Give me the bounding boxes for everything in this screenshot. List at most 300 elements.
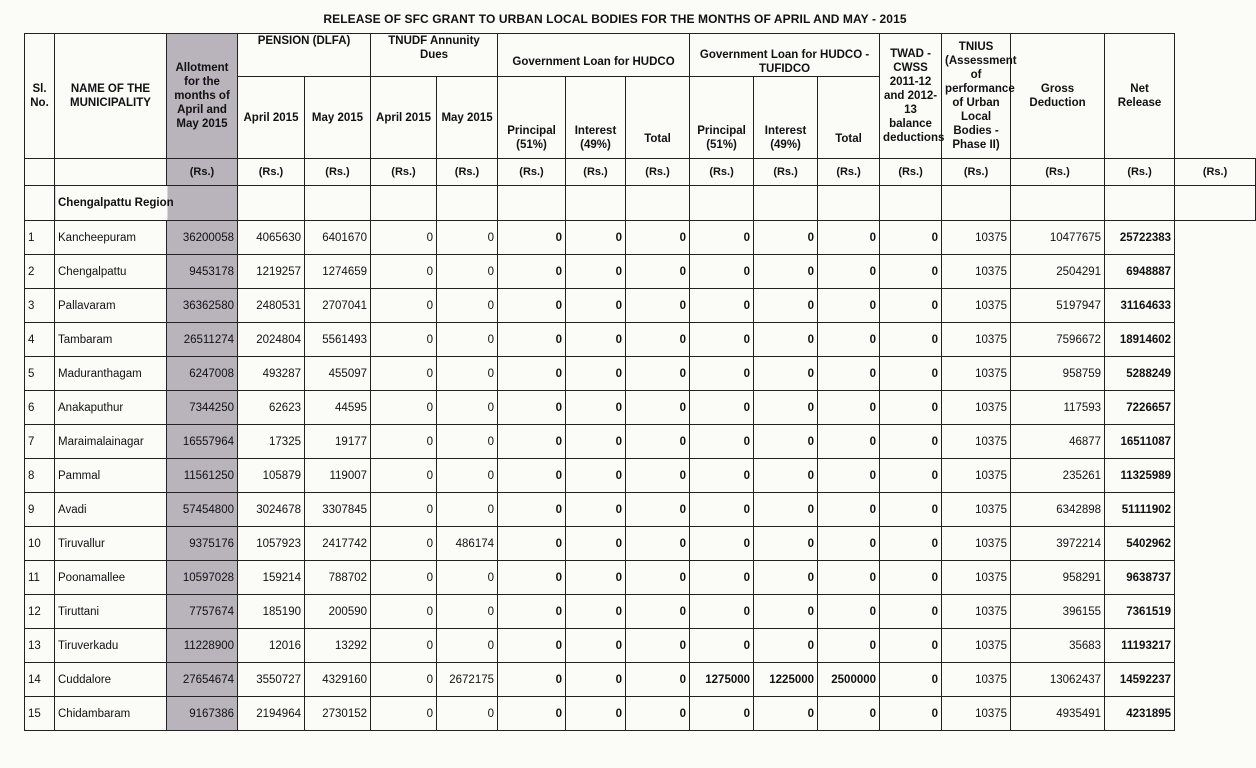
twad-cell: 0 xyxy=(880,527,942,561)
net-release-cell: 11193217 xyxy=(1105,629,1175,663)
pension-april-cell: 62623 xyxy=(238,391,305,425)
hudco-principal-cell: 0 xyxy=(498,323,566,357)
net-release-cell: 5288249 xyxy=(1105,357,1175,391)
sl-no-cell: 3 xyxy=(25,289,55,323)
tufidco-interest-cell: 0 xyxy=(754,425,818,459)
hudco-total-cell: 0 xyxy=(626,357,690,391)
hudco-total-cell: 0 xyxy=(626,629,690,663)
tufidco-interest-cell: 0 xyxy=(754,323,818,357)
pension-april-cell: 1057923 xyxy=(238,527,305,561)
hudco-interest-cell: 0 xyxy=(566,357,626,391)
tufidco-total-cell: 0 xyxy=(818,357,880,391)
tnudf-april-cell: 0 xyxy=(371,323,437,357)
header-net-release: Net Release xyxy=(1105,34,1175,159)
hudco-interest-cell: 0 xyxy=(566,561,626,595)
net-release-cell: 4231895 xyxy=(1105,697,1175,731)
tufidco-principal-cell: 0 xyxy=(690,323,754,357)
pension-may-cell: 6401670 xyxy=(305,221,371,255)
tnius-cell: 10375 xyxy=(942,561,1011,595)
twad-cell: 0 xyxy=(880,357,942,391)
hudco-total-cell: 0 xyxy=(626,493,690,527)
tnudf-may-cell: 0 xyxy=(437,697,498,731)
region-cell xyxy=(1175,186,1256,221)
hudco-total-cell: 0 xyxy=(626,391,690,425)
hudco-principal-cell: 0 xyxy=(498,221,566,255)
tnudf-may-cell: 0 xyxy=(437,221,498,255)
pension-april-cell: 105879 xyxy=(238,459,305,493)
table-row xyxy=(25,493,1256,527)
unit-cell: (Rs.) xyxy=(754,159,818,186)
pension-april-cell: 2194964 xyxy=(238,697,305,731)
table-row xyxy=(25,595,1256,629)
sl-no-cell: 4 xyxy=(25,323,55,357)
region-cell xyxy=(690,186,754,221)
unit-cell: (Rs.) xyxy=(1175,159,1256,186)
pension-april-cell: 3024678 xyxy=(238,493,305,527)
tnudf-may-cell: 0 xyxy=(437,459,498,493)
sl-no-cell: 7 xyxy=(25,425,55,459)
tufidco-interest-cell: 0 xyxy=(754,289,818,323)
tnudf-april-cell: 0 xyxy=(371,221,437,255)
sl-no-cell: 6 xyxy=(25,391,55,425)
tufidco-principal-cell: 0 xyxy=(690,255,754,289)
tnudf-may-cell: 0 xyxy=(437,289,498,323)
twad-cell: 0 xyxy=(880,323,942,357)
tnius-cell: 10375 xyxy=(942,357,1011,391)
tnius-cell: 10375 xyxy=(942,697,1011,731)
hudco-total-cell: 0 xyxy=(626,425,690,459)
pension-may-cell: 4329160 xyxy=(305,663,371,697)
allotment-cell: 11228900 xyxy=(167,629,238,663)
tufidco-interest-cell: 0 xyxy=(754,697,818,731)
header-hudco-total: Total xyxy=(626,77,690,159)
tnudf-may-cell: 486174 xyxy=(437,527,498,561)
table-row xyxy=(25,289,1256,323)
tufidco-principal-cell: 0 xyxy=(690,697,754,731)
unit-cell: (Rs.) xyxy=(942,159,1011,186)
hudco-principal-cell: 0 xyxy=(498,357,566,391)
allotment-cell: 16557964 xyxy=(167,425,238,459)
municipality-name-cell: Chengalpattu xyxy=(55,255,167,289)
pension-may-cell: 119007 xyxy=(305,459,371,493)
tufidco-principal-cell: 0 xyxy=(690,493,754,527)
tufidco-principal-cell: 0 xyxy=(690,357,754,391)
hudco-interest-cell: 0 xyxy=(566,629,626,663)
twad-cell: 0 xyxy=(880,459,942,493)
net-release-cell: 16511087 xyxy=(1105,425,1175,459)
gross-deduction-cell: 235261 xyxy=(1011,459,1105,493)
tufidco-interest-cell: 0 xyxy=(754,493,818,527)
twad-cell: 0 xyxy=(880,493,942,527)
hudco-interest-cell: 0 xyxy=(566,459,626,493)
header-tufidco-interest: Interest (49%) xyxy=(754,77,818,159)
hudco-principal-cell: 0 xyxy=(498,459,566,493)
region-cell xyxy=(942,186,1011,221)
pension-may-cell: 3307845 xyxy=(305,493,371,527)
table-row xyxy=(25,323,1256,357)
tufidco-principal-cell: 0 xyxy=(690,289,754,323)
tufidco-principal-cell: 0 xyxy=(690,561,754,595)
pension-april-cell: 185190 xyxy=(238,595,305,629)
tnius-cell: 10375 xyxy=(942,629,1011,663)
pension-may-cell: 44595 xyxy=(305,391,371,425)
net-release-cell: 7361519 xyxy=(1105,595,1175,629)
hudco-principal-cell: 0 xyxy=(498,595,566,629)
municipality-name-cell: Cuddalore xyxy=(55,663,167,697)
municipality-rows xyxy=(25,221,1256,731)
gross-deduction-cell: 396155 xyxy=(1011,595,1105,629)
gross-deduction-cell: 13062437 xyxy=(1011,663,1105,697)
sl-no-cell: 11 xyxy=(25,561,55,595)
tufidco-principal-cell: 0 xyxy=(690,595,754,629)
allotment-cell: 9375176 xyxy=(167,527,238,561)
tnudf-april-cell: 0 xyxy=(371,357,437,391)
hudco-interest-cell: 0 xyxy=(566,289,626,323)
unit-cell: (Rs.) xyxy=(238,159,305,186)
pension-april-cell: 4065630 xyxy=(238,221,305,255)
tnudf-may-cell: 0 xyxy=(437,561,498,595)
allotment-cell: 36200058 xyxy=(167,221,238,255)
tufidco-total-cell: 0 xyxy=(818,255,880,289)
gross-deduction-cell: 958759 xyxy=(1011,357,1105,391)
hudco-total-cell: 0 xyxy=(626,595,690,629)
unit-cell xyxy=(55,159,167,186)
table-row xyxy=(25,459,1256,493)
table-row xyxy=(25,255,1256,289)
tufidco-total-cell: 0 xyxy=(818,221,880,255)
gross-deduction-cell: 7596672 xyxy=(1011,323,1105,357)
pension-may-cell: 1274659 xyxy=(305,255,371,289)
hudco-principal-cell: 0 xyxy=(498,425,566,459)
tufidco-interest-cell: 0 xyxy=(754,255,818,289)
hudco-principal-cell: 0 xyxy=(498,663,566,697)
unit-cell: (Rs.) xyxy=(498,159,566,186)
twad-cell: 0 xyxy=(880,425,942,459)
tnius-cell: 10375 xyxy=(942,289,1011,323)
tufidco-interest-cell: 0 xyxy=(754,561,818,595)
tufidco-interest-cell: 1225000 xyxy=(754,663,818,697)
tnudf-april-cell: 0 xyxy=(371,425,437,459)
region-cell xyxy=(880,186,942,221)
pension-april-cell: 2024804 xyxy=(238,323,305,357)
tnius-cell: 10375 xyxy=(942,221,1011,255)
unit-cell: (Rs.) xyxy=(880,159,942,186)
municipality-name-cell: Anakaputhur xyxy=(55,391,167,425)
tnudf-april-cell: 0 xyxy=(371,391,437,425)
hudco-interest-cell: 0 xyxy=(566,391,626,425)
pension-april-cell: 17325 xyxy=(238,425,305,459)
gross-deduction-cell: 3972214 xyxy=(1011,527,1105,561)
tufidco-interest-cell: 0 xyxy=(754,459,818,493)
hudco-total-cell: 0 xyxy=(626,255,690,289)
region-cell xyxy=(1105,186,1175,221)
pension-may-cell: 13292 xyxy=(305,629,371,663)
pension-april-cell: 3550727 xyxy=(238,663,305,697)
hudco-interest-cell: 0 xyxy=(566,425,626,459)
municipality-name-cell: Maraimalainagar xyxy=(55,425,167,459)
allotment-cell: 9167386 xyxy=(167,697,238,731)
table-row xyxy=(25,561,1256,595)
pension-may-cell: 2417742 xyxy=(305,527,371,561)
header-tnudf-april: April 2015 xyxy=(371,77,437,159)
hudco-interest-cell: 0 xyxy=(566,493,626,527)
gross-deduction-cell: 5197947 xyxy=(1011,289,1105,323)
region-name: Chengalpattu Region xyxy=(55,186,238,221)
tufidco-total-cell: 0 xyxy=(818,595,880,629)
unit-cell: (Rs.) xyxy=(1105,159,1175,186)
net-release-cell: 14592237 xyxy=(1105,663,1175,697)
header-tufidco-loan: Government Loan for HUDCO - TUFIDCO xyxy=(690,34,880,77)
region-cell xyxy=(754,186,818,221)
tufidco-total-cell: 0 xyxy=(818,289,880,323)
hudco-total-cell: 0 xyxy=(626,221,690,255)
hudco-total-cell: 0 xyxy=(626,697,690,731)
header-tnudf-may: May 2015 xyxy=(437,77,498,159)
allotment-cell: 57454800 xyxy=(167,493,238,527)
header-gross-deduction: Gross Deduction xyxy=(1011,34,1105,159)
sl-no-cell: 8 xyxy=(25,459,55,493)
tnudf-april-cell: 0 xyxy=(371,561,437,595)
tnudf-may-cell: 0 xyxy=(437,629,498,663)
hudco-interest-cell: 0 xyxy=(566,527,626,561)
table-row xyxy=(25,221,1256,255)
hudco-principal-cell: 0 xyxy=(498,289,566,323)
hudco-interest-cell: 0 xyxy=(566,595,626,629)
tnudf-april-cell: 0 xyxy=(371,493,437,527)
table-row xyxy=(25,357,1256,391)
tufidco-principal-cell: 1275000 xyxy=(690,663,754,697)
allotment-cell: 10597028 xyxy=(167,561,238,595)
tufidco-principal-cell: 0 xyxy=(690,459,754,493)
hudco-total-cell: 0 xyxy=(626,527,690,561)
hudco-principal-cell: 0 xyxy=(498,697,566,731)
tufidco-interest-cell: 0 xyxy=(754,527,818,561)
tnudf-may-cell: 0 xyxy=(437,357,498,391)
allotment-cell: 7757674 xyxy=(167,595,238,629)
municipality-name-cell: Pallavaram xyxy=(55,289,167,323)
net-release-cell: 25722383 xyxy=(1105,221,1175,255)
header-tnudf: TNUDF Annunity Dues xyxy=(371,34,498,77)
hudco-interest-cell: 0 xyxy=(566,221,626,255)
twad-cell: 0 xyxy=(880,697,942,731)
tufidco-total-cell: 0 xyxy=(818,459,880,493)
sl-no-cell: 10 xyxy=(25,527,55,561)
tnudf-may-cell: 0 xyxy=(437,493,498,527)
net-release-cell: 51111902 xyxy=(1105,493,1175,527)
unit-cell: (Rs.) xyxy=(305,159,371,186)
unit-cell: (Rs.) xyxy=(690,159,754,186)
gross-deduction-cell: 117593 xyxy=(1011,391,1105,425)
net-release-cell: 9638737 xyxy=(1105,561,1175,595)
tnudf-may-cell: 0 xyxy=(437,255,498,289)
tufidco-total-cell: 0 xyxy=(818,425,880,459)
table-row xyxy=(25,391,1256,425)
hudco-total-cell: 0 xyxy=(626,323,690,357)
header-pension: PENSION (DLFA) xyxy=(238,34,371,77)
net-release-cell: 7226657 xyxy=(1105,391,1175,425)
pension-april-cell: 12016 xyxy=(238,629,305,663)
hudco-interest-cell: 0 xyxy=(566,663,626,697)
tnius-cell: 10375 xyxy=(942,255,1011,289)
header-pension-may: May 2015 xyxy=(305,77,371,159)
tnius-cell: 10375 xyxy=(942,459,1011,493)
tnius-cell: 10375 xyxy=(942,493,1011,527)
tufidco-principal-cell: 0 xyxy=(690,221,754,255)
hudco-total-cell: 0 xyxy=(626,459,690,493)
hudco-interest-cell: 0 xyxy=(566,255,626,289)
pension-may-cell: 5561493 xyxy=(305,323,371,357)
pension-may-cell: 2730152 xyxy=(305,697,371,731)
gross-deduction-cell: 35683 xyxy=(1011,629,1105,663)
header-twad: TWAD - CWSS 2011-12 and 2012-13 balance deductions xyxy=(880,34,942,159)
tnius-cell: 10375 xyxy=(942,527,1011,561)
hudco-principal-cell: 0 xyxy=(498,561,566,595)
twad-cell: 0 xyxy=(880,561,942,595)
twad-cell: 0 xyxy=(880,289,942,323)
tufidco-total-cell: 2500000 xyxy=(818,663,880,697)
tufidco-principal-cell: 0 xyxy=(690,425,754,459)
header-tufidco-principal: Principal (51%) xyxy=(690,77,754,159)
tufidco-total-cell: 0 xyxy=(818,493,880,527)
unit-cell: (Rs.) xyxy=(626,159,690,186)
municipality-name-cell: Pammal xyxy=(55,459,167,493)
tufidco-principal-cell: 0 xyxy=(690,527,754,561)
hudco-interest-cell: 0 xyxy=(566,323,626,357)
header-allotment: Allotment for the months of April and May 2015 xyxy=(167,34,238,159)
region-cell xyxy=(1011,186,1105,221)
tufidco-interest-cell: 0 xyxy=(754,595,818,629)
municipality-name-cell: Tiruverkadu xyxy=(55,629,167,663)
net-release-cell: 11325989 xyxy=(1105,459,1175,493)
unit-cell: (Rs.) xyxy=(1011,159,1105,186)
net-release-cell: 31164633 xyxy=(1105,289,1175,323)
unit-cell: (Rs.) xyxy=(566,159,626,186)
tufidco-total-cell: 0 xyxy=(818,323,880,357)
header-tnius: TNIUS (Assessment of performance of Urban Local Bodies - Phase II) xyxy=(942,34,1011,159)
tnudf-april-cell: 0 xyxy=(371,595,437,629)
tnudf-may-cell: 0 xyxy=(437,595,498,629)
gross-deduction-cell: 2504291 xyxy=(1011,255,1105,289)
net-release-cell: 18914602 xyxy=(1105,323,1175,357)
tnudf-april-cell: 0 xyxy=(371,459,437,493)
unit-cell xyxy=(25,159,55,186)
hudco-principal-cell: 0 xyxy=(498,255,566,289)
tnudf-april-cell: 0 xyxy=(371,289,437,323)
region-cell xyxy=(437,186,498,221)
sl-no-cell: 14 xyxy=(25,663,55,697)
region-cell xyxy=(238,186,305,221)
region-cell xyxy=(305,186,371,221)
table-row xyxy=(25,527,1256,561)
tnudf-april-cell: 0 xyxy=(371,629,437,663)
tufidco-interest-cell: 0 xyxy=(754,391,818,425)
grant-release-table xyxy=(24,33,1256,731)
header-hudco-interest: Interest (49%) xyxy=(566,77,626,159)
pension-april-cell: 159214 xyxy=(238,561,305,595)
gross-deduction-cell: 958291 xyxy=(1011,561,1105,595)
municipality-name-cell: Kancheepuram xyxy=(55,221,167,255)
pension-april-cell: 1219257 xyxy=(238,255,305,289)
header-hudco-principal: Principal (51%) xyxy=(498,77,566,159)
tnudf-may-cell: 2672175 xyxy=(437,663,498,697)
sl-no-cell: 13 xyxy=(25,629,55,663)
sl-no-cell: 9 xyxy=(25,493,55,527)
tufidco-total-cell: 0 xyxy=(818,527,880,561)
allotment-cell: 7344250 xyxy=(167,391,238,425)
tufidco-total-cell: 0 xyxy=(818,391,880,425)
tnius-cell: 10375 xyxy=(942,323,1011,357)
sl-no-cell: 15 xyxy=(25,697,55,731)
pension-may-cell: 455097 xyxy=(305,357,371,391)
header-hudco-loan: Government Loan for HUDCO xyxy=(498,34,690,77)
sl-no-cell: 1 xyxy=(25,221,55,255)
unit-cell: (Rs.) xyxy=(371,159,437,186)
header-sl-no: Sl. No. xyxy=(25,34,55,159)
municipality-name-cell: Chidambaram xyxy=(55,697,167,731)
municipality-name-cell: Maduranthagam xyxy=(55,357,167,391)
tnius-cell: 10375 xyxy=(942,425,1011,459)
municipality-name-cell: Poonamallee xyxy=(55,561,167,595)
tufidco-interest-cell: 0 xyxy=(754,357,818,391)
net-release-cell: 6948887 xyxy=(1105,255,1175,289)
tnudf-may-cell: 0 xyxy=(437,391,498,425)
hudco-principal-cell: 0 xyxy=(498,527,566,561)
header-tufidco-total: Total xyxy=(818,77,880,159)
hudco-principal-cell: 0 xyxy=(498,391,566,425)
table-row xyxy=(25,663,1256,697)
allotment-cell: 27654674 xyxy=(167,663,238,697)
allotment-cell: 11561250 xyxy=(167,459,238,493)
pension-april-cell: 493287 xyxy=(238,357,305,391)
hudco-total-cell: 0 xyxy=(626,289,690,323)
unit-cell: (Rs.) xyxy=(818,159,880,186)
pension-may-cell: 200590 xyxy=(305,595,371,629)
gross-deduction-cell: 10477675 xyxy=(1011,221,1105,255)
tufidco-total-cell: 0 xyxy=(818,561,880,595)
municipality-name-cell: Tiruttani xyxy=(55,595,167,629)
hudco-total-cell: 0 xyxy=(626,561,690,595)
twad-cell: 0 xyxy=(880,663,942,697)
region-cell xyxy=(25,186,55,221)
pension-april-cell: 2480531 xyxy=(238,289,305,323)
municipality-name-cell: Tambaram xyxy=(55,323,167,357)
region-cell xyxy=(371,186,437,221)
tufidco-total-cell: 0 xyxy=(818,697,880,731)
hudco-interest-cell: 0 xyxy=(566,697,626,731)
pension-may-cell: 19177 xyxy=(305,425,371,459)
hudco-total-cell: 0 xyxy=(626,663,690,697)
region-cell xyxy=(818,186,880,221)
tufidco-interest-cell: 0 xyxy=(754,221,818,255)
tnudf-may-cell: 0 xyxy=(437,323,498,357)
tnudf-april-cell: 0 xyxy=(371,527,437,561)
municipality-name-cell: Avadi xyxy=(55,493,167,527)
twad-cell: 0 xyxy=(880,391,942,425)
tnudf-april-cell: 0 xyxy=(371,697,437,731)
allotment-cell: 26511274 xyxy=(167,323,238,357)
municipality-name-cell: Tiruvallur xyxy=(55,527,167,561)
tnudf-april-cell: 0 xyxy=(371,255,437,289)
header-municipality-name: NAME OF THE MUNICIPALITY xyxy=(55,34,167,159)
region-cell xyxy=(566,186,626,221)
tnudf-april-cell: 0 xyxy=(371,663,437,697)
twad-cell: 0 xyxy=(880,221,942,255)
table-row xyxy=(25,697,1256,731)
pension-may-cell: 2707041 xyxy=(305,289,371,323)
sl-no-cell: 2 xyxy=(25,255,55,289)
tufidco-principal-cell: 0 xyxy=(690,629,754,663)
tufidco-total-cell: 0 xyxy=(818,629,880,663)
